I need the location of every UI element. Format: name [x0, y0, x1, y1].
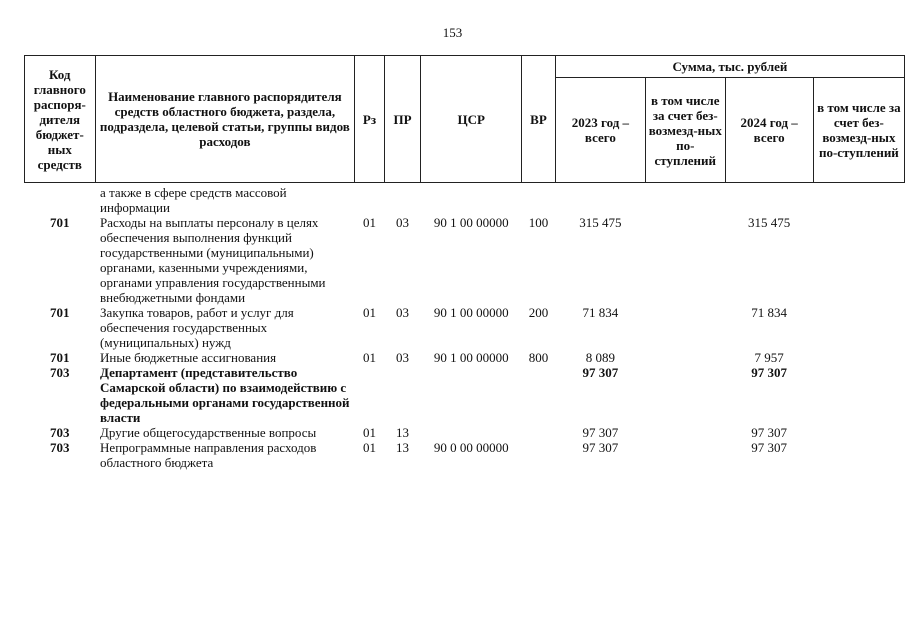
cell-csr: 90 1 00 00000 [433, 305, 509, 320]
cell-pr: 03 [396, 305, 410, 320]
cell-vr [522, 425, 556, 440]
cell-y2024-free [813, 425, 904, 440]
cell-csr [421, 425, 522, 440]
cell-y2023: 8 089 [585, 350, 616, 365]
cell-csr: 90 0 00 00000 [433, 440, 509, 455]
cell-y2024-free [813, 365, 904, 425]
header-2023-total: 2023 год – всего [555, 78, 645, 183]
cell-rz: 01 [362, 440, 376, 455]
cell-y2024-free [813, 440, 904, 470]
cell-code: 703 [50, 365, 70, 380]
cell-code: 703 [50, 425, 70, 440]
cell-y2023: 97 307 [582, 365, 619, 380]
cell-y2023-free [645, 425, 725, 440]
table-row [25, 350, 905, 365]
cell-name: Закупка товаров, работ и услуг для обеспечения государственных (муниципальных) нужд [100, 305, 294, 350]
cell-y2023: 97 307 [582, 425, 619, 440]
cell-name: Расходы на выплаты персоналу в целях обеспечения выполнения функций государственными (муниципальными) органами, казенными учреждениями, органами управления государственными внебюджетными фондами [100, 215, 326, 305]
table-row [25, 365, 905, 425]
cell-vr [522, 365, 556, 425]
cell-csr [421, 183, 522, 216]
cell-rz: 01 [362, 350, 376, 365]
table-row [25, 305, 905, 350]
cell-rz: 01 [362, 305, 376, 320]
cell-vr: 200 [528, 305, 549, 320]
cell-csr: 90 1 00 00000 [433, 350, 509, 365]
cell-pr [384, 183, 421, 216]
cell-y2024: 97 307 [751, 365, 788, 380]
cell-rz: 01 [362, 425, 376, 440]
cell-y2023-free [645, 305, 725, 350]
cell-code: 701 [50, 305, 70, 320]
cell-vr [522, 183, 556, 216]
cell-pr: 13 [396, 425, 410, 440]
header-code: Код главного распоря-дителя бюджет-ных средств [25, 56, 96, 183]
cell-y2023-free [645, 365, 725, 425]
cell-y2024-free [813, 215, 904, 305]
cell-name: Другие общегосударственные вопросы [100, 425, 317, 440]
cell-y2024: 71 834 [751, 305, 788, 320]
cell-name: а также в сфере средств массовой информации [100, 185, 287, 215]
cell-y2024: 7 957 [754, 350, 784, 365]
header-2024-free: в том числе за счет без-возмезд-ных по-ступлений [813, 78, 904, 183]
cell-vr: 100 [528, 215, 549, 230]
cell-pr: 03 [396, 350, 410, 365]
cell-vr: 800 [528, 350, 549, 365]
cell-vr [522, 440, 556, 470]
cell-y2023-free [645, 215, 725, 305]
page-number: 153 [442, 25, 463, 40]
cell-y2023-free [645, 183, 725, 216]
table-row [25, 425, 905, 440]
cell-pr: 03 [396, 215, 410, 230]
cell-name: Департамент (представительство Самарской области) по взаимодействию с федеральными органами государственной власти [100, 365, 350, 425]
header-rz: Рз [355, 56, 385, 183]
header-name: Наименование главного распорядителя средств областного бюджета, раздела, подраздела, целевой статьи, группы видов расходов [95, 56, 355, 183]
cell-y2024: 315 475 [748, 215, 791, 230]
header-csr: ЦСР [421, 56, 522, 183]
cell-rz [355, 183, 385, 216]
cell-csr: 90 1 00 00000 [433, 215, 509, 230]
cell-code: 703 [50, 440, 70, 455]
cell-y2023: 71 834 [582, 305, 619, 320]
cell-name: Непрограммные направления расходов областного бюджета [100, 440, 317, 470]
cell-y2023: 97 307 [582, 440, 619, 455]
table-row [25, 440, 905, 470]
cell-pr [384, 365, 421, 425]
header-pr: ПР [384, 56, 421, 183]
cell-y2024-free [813, 350, 904, 365]
cell-y2024: 97 307 [751, 440, 788, 455]
cell-code [25, 183, 96, 216]
header-sum: Сумма, тыс. рублей [555, 56, 904, 78]
cell-y2024: 97 307 [751, 425, 788, 440]
cell-pr: 13 [396, 440, 410, 455]
header-vr: ВР [522, 56, 556, 183]
cell-rz [355, 365, 385, 425]
cell-code: 701 [50, 350, 70, 365]
table-header [25, 56, 905, 183]
cell-csr [421, 365, 522, 425]
cell-y2023 [555, 183, 645, 216]
table-row [25, 183, 905, 216]
budget-table [24, 55, 905, 470]
cell-y2024-free [813, 183, 904, 216]
cell-name: Иные бюджетные ассигнования [100, 350, 277, 365]
header-2023-free: в том числе за счет без-возмезд-ных по-ступлений [645, 78, 725, 183]
table-body [25, 183, 905, 471]
table-row [25, 215, 905, 305]
cell-y2023-free [645, 350, 725, 365]
cell-code: 701 [50, 215, 70, 230]
cell-y2023-free [645, 440, 725, 470]
cell-rz: 01 [362, 215, 376, 230]
cell-y2024-free [813, 305, 904, 350]
cell-y2023: 315 475 [579, 215, 622, 230]
header-2024-total: 2024 год – всего [725, 78, 813, 183]
cell-y2024 [725, 183, 813, 216]
